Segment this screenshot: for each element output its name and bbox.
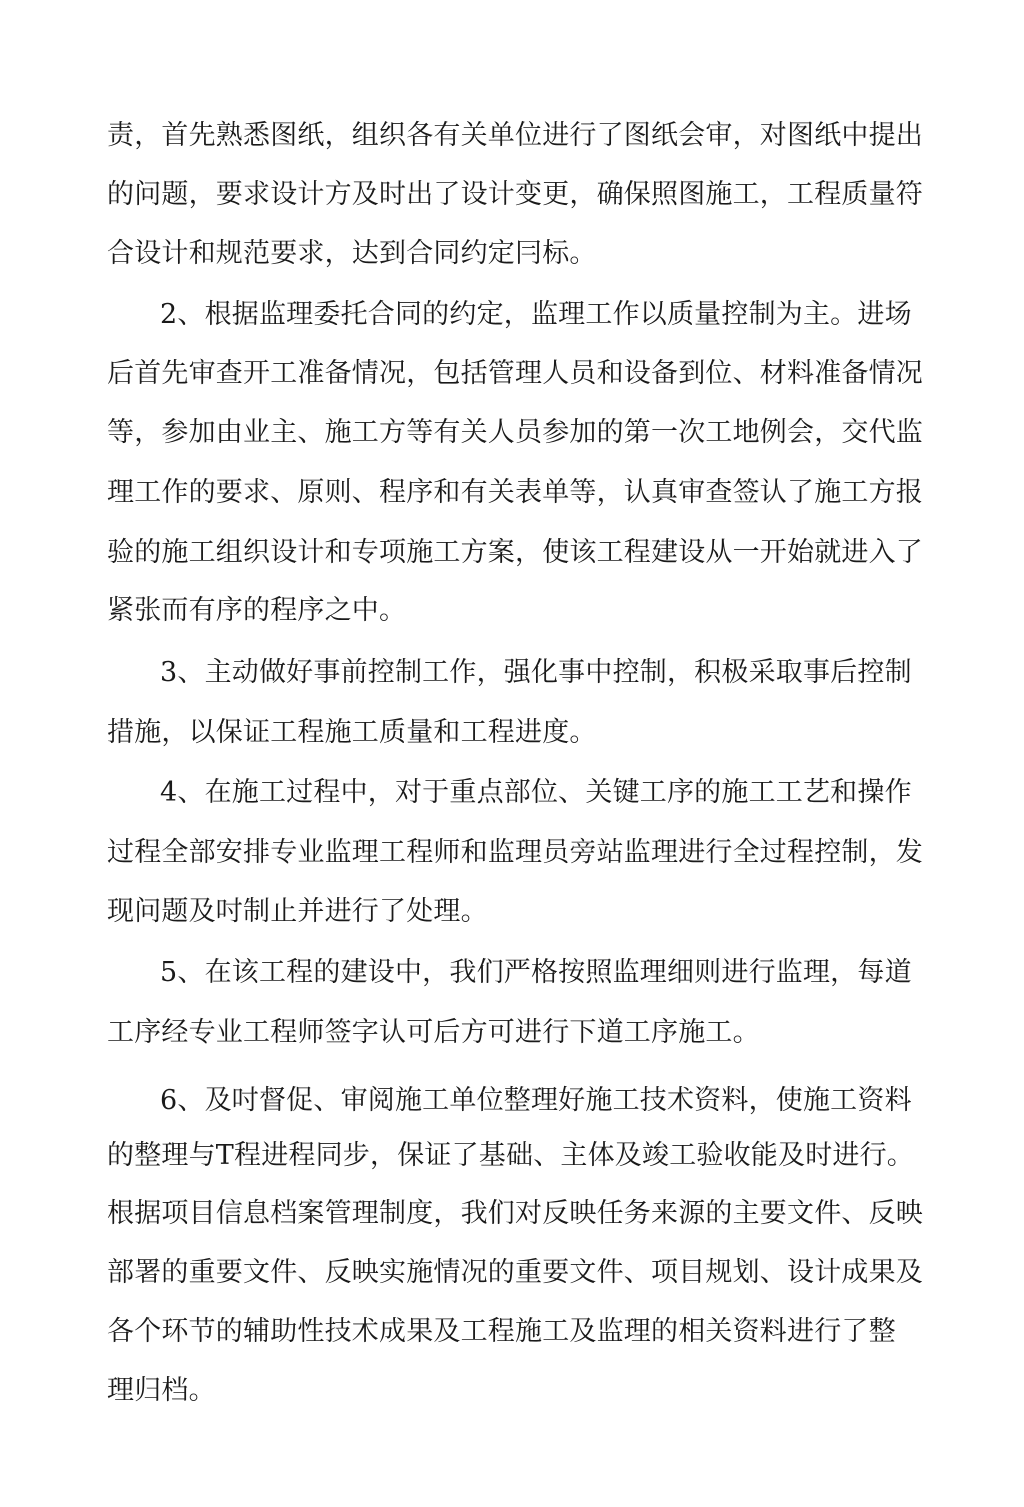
paragraph-start-line: 6、及吋督促、审阅施工单位整理好施工技术资料，使施工资料 — [160, 1085, 912, 1116]
paragraph-start-line: 4、在施工过程中，对于重点部位、关键工序的施工工艺和操作 — [160, 777, 912, 808]
text-line: 后首先审查开工准备情况，包括管理人员和设备到位、材料准备情况 — [107, 358, 923, 389]
text-line: 根据项目信息档案管理制度，我们对反映任务来源的主要文件、反映 — [107, 1198, 923, 1229]
text-line: 合设计和规范要求，达到合同约定冃标。 — [107, 238, 597, 269]
text-line: 等，参加由业主、施工方等有关人员参加的第一次工地例会，交代监 — [107, 417, 923, 448]
text-line: 的问题，要求设计方及时出了设计变更，确保照图施工，工程质量符 — [107, 179, 923, 210]
text-line: 的整理与T程进程同步，保证了基础、主体及竣工验收能及时进行。 — [107, 1140, 915, 1171]
text-line: 理工作的要求、原则、程序和有关表单等，认真审查签认了施工方报 — [107, 477, 923, 508]
paragraph-start-line: 5、在该工程的建设中，我们严格按照监理细则进行监理，每道 — [160, 957, 912, 988]
text-line: 理归档。 — [107, 1375, 216, 1406]
text-line: 现问题及吋制止并进行了处理。 — [107, 896, 488, 927]
paragraph-start-line: 2、根据监理委托合同的约定，监理工作以质量控制为主。进场 — [160, 299, 912, 330]
text-line: 紧张而有序的程序之中。 — [107, 595, 407, 626]
text-line: 部署的重要文件、反映实施情况的重要文件、项目规划、设计成果及 — [107, 1257, 923, 1288]
text-line: 过程全部安排专业监理工程师和监理员旁站监理进行全过程控制，发 — [107, 837, 923, 868]
text-line: 责，首先熟悉图纸，组织各有关单位进行了图纸会审，对图纸中提出 — [107, 120, 923, 151]
text-line: 工序经专业工程师签字认可后方可进行下道工序施工。 — [107, 1017, 760, 1048]
paragraph-start-line: 3、主动做好事前控制工作，强化事中控制，积极采取事后控制 — [160, 657, 912, 688]
text-line: 验的施工组织设计和专项施工方案，使该工程建设从一开始就进入了 — [107, 537, 923, 568]
text-line: 各个环节的辅助性技术成果及工程施工及监理的相关资料进行了整 — [107, 1316, 896, 1347]
text-line: 措施，以保证工程施工质量和工程进度。 — [107, 717, 597, 748]
